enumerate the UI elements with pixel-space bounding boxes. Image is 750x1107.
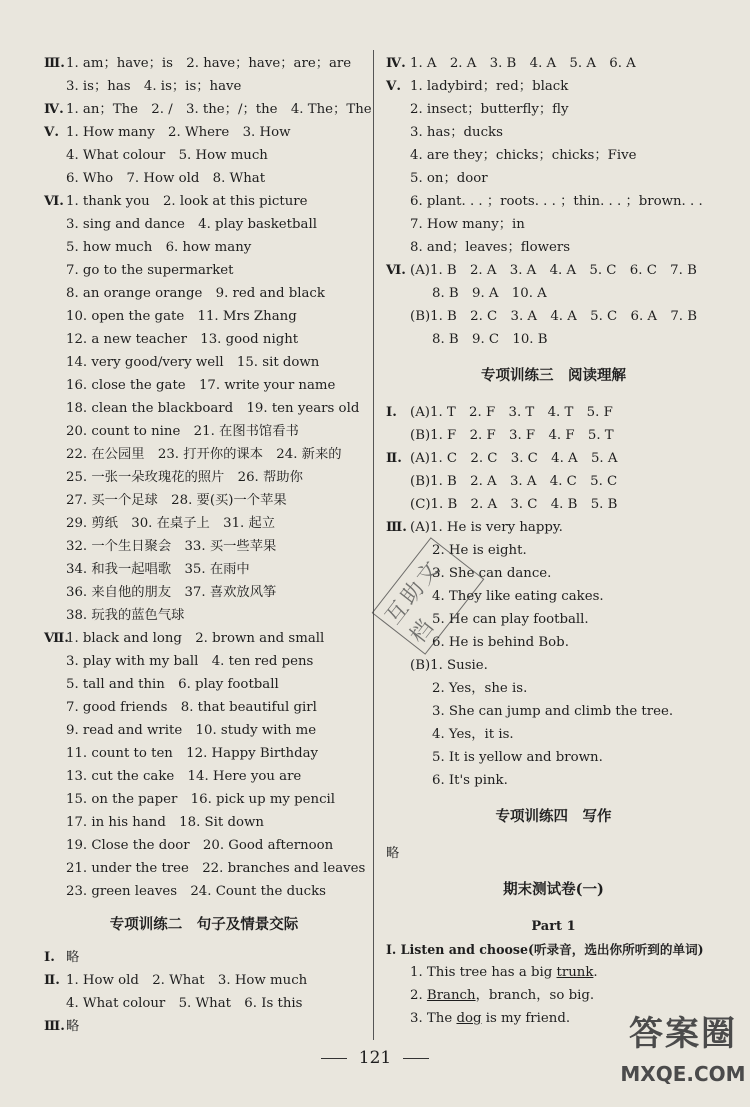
answer-text: 略 (66, 950, 80, 965)
answer-list-left-tail (44, 946, 364, 1038)
answer-text: 13. cut the cake 14. Here you are (66, 769, 302, 784)
answer-text: 6. It's pink. (432, 773, 508, 788)
answer-text: 3. is；has 4. is；is；have (66, 79, 242, 94)
answer-text: 3. She can dance. (432, 566, 552, 581)
answer-text: 15. on the paper 16. pick up my pencil (66, 792, 336, 807)
answer-text: 10. open the gate 11. Mrs Zhang (66, 309, 297, 324)
answer-line (44, 420, 364, 443)
answer-text: 5. He can play football. (432, 612, 589, 627)
answer-text: 8. B 9. A 10. A (432, 286, 547, 301)
answer-line (44, 992, 364, 1015)
answer-line (386, 470, 721, 493)
answer-line (44, 121, 364, 144)
answer-line (44, 489, 364, 512)
answer-list-right-top (386, 52, 721, 351)
answer-line (44, 374, 364, 397)
answer-line (386, 121, 721, 144)
answer-line (44, 857, 364, 880)
answer-line (386, 401, 721, 424)
answer-text: 2. Yes，she is. (432, 681, 528, 696)
answer-line (386, 236, 721, 259)
answer-text: 7. How many；in (410, 217, 525, 232)
part-label: Part 1 (531, 919, 576, 934)
roman-numeral: Ⅶ. (44, 631, 69, 646)
answer-line (44, 788, 364, 811)
answer-text: 8. and；leaves；flowers (410, 240, 571, 255)
answer-line (386, 938, 721, 961)
listening-sentence-3 (410, 1007, 570, 1030)
answer-text: 6. Who 7. How old 8. What (66, 171, 266, 186)
answer-line (386, 493, 721, 516)
answer-text: 6. He is behind Bob. (432, 635, 569, 650)
section-heading-3: 专项训练三 阅读理解 (481, 367, 626, 384)
listening-sentence-1 (410, 961, 598, 984)
answer-text: 32. 一个生日聚会 33. 买一些苹果 (66, 539, 277, 554)
answer-text: 3. sing and dance 4. play basketball (66, 217, 317, 232)
answer-text: 16. close the gate 17. write your name (66, 378, 336, 393)
answer-line (44, 811, 364, 834)
answer-text: 1. How many 2. Where 3. How (66, 125, 291, 140)
answer-line (44, 305, 364, 328)
site-logo (618, 1008, 748, 1104)
roman-numeral: Ⅲ. (386, 520, 407, 535)
answer-line (44, 581, 364, 604)
answer-text: 9. read and write 10. study with me (66, 723, 317, 738)
answer-text: 36. 来自他的朋友 37. 喜欢放风筝 (66, 585, 277, 600)
answer-line (386, 259, 721, 282)
left-column (44, 52, 372, 1038)
answer-line (386, 52, 721, 75)
sentence-text: 2. (410, 988, 427, 1003)
answer-line (44, 236, 364, 259)
stamp-text: 互助文档 (372, 537, 485, 655)
answer-line (386, 328, 721, 351)
answer-text: 34. 和我一起唱歌 35. 在雨中 (66, 562, 250, 577)
answer-line (44, 259, 364, 282)
answer-line (386, 723, 721, 746)
listening-section-title: Ⅰ. Listen and choose(听录音，选出你所听到的单词) (386, 942, 704, 957)
answer-line (44, 443, 364, 466)
roman-numeral: Ⅵ. (44, 194, 64, 209)
answer-line (44, 880, 364, 903)
answer-line (386, 677, 721, 700)
answer-line (386, 213, 721, 236)
answer-line (386, 282, 721, 305)
answer-text: 8. an orange orange 9. red and black (66, 286, 325, 301)
answer-text: 38. 玩我的蓝色气球 (66, 608, 185, 623)
answer-text: 7. good friends 8. that beautiful girl (66, 700, 317, 715)
answer-line (44, 466, 364, 489)
logo-mark: 答案圈 (629, 1014, 737, 1054)
answer-line (44, 742, 364, 765)
answer-text: 4. Yes，it is. (432, 727, 514, 742)
answer-line (44, 627, 364, 650)
answer-text: 5. tall and thin 6. play football (66, 677, 279, 692)
answer-text: 23. green leaves 24. Count the ducks (66, 884, 326, 899)
answer-line (386, 98, 721, 121)
roman-numeral: Ⅰ. (44, 950, 55, 965)
sentence-text: 1. This tree has a big (410, 965, 557, 980)
answer-line (386, 769, 721, 792)
roman-numeral: Ⅳ. (44, 102, 64, 117)
answer-text: 11. count to ten 12. Happy Birthday (66, 746, 319, 761)
answer-text: 5. how much 6. how many (66, 240, 252, 255)
answer-line (44, 512, 364, 535)
sentence-text: is my friend. (481, 1011, 571, 1026)
answer-line (386, 984, 721, 1007)
section-heading-4: 专项训练四 写作 (495, 808, 612, 825)
answer-text: 25. 一张一朵玫瑰花的照片 26. 帮助你 (66, 470, 303, 485)
answer-text: 4. are they；chicks；chicks；Five (410, 148, 637, 163)
answer-line (386, 424, 721, 447)
answer-line (386, 516, 721, 539)
answer-text: 8. B 9. C 10. B (432, 332, 548, 347)
answer-text: 1. ladybird；red；black (410, 79, 569, 94)
answer-text: 1. How old 2. What 3. How much (66, 973, 308, 988)
dash-left (321, 1058, 347, 1059)
sentence-text: . (593, 965, 598, 980)
answer-text: 4. What colour 5. How much (66, 148, 268, 163)
page-number-text: 121 (358, 1048, 392, 1068)
answer-text: 7. go to the supermarket (66, 263, 234, 278)
answer-line (44, 282, 364, 305)
answer-line (44, 765, 364, 788)
answer-text: 3. has；ducks (410, 125, 503, 140)
answer-line (386, 144, 721, 167)
answer-line (44, 535, 364, 558)
answer-text: (A)1. T 2. F 3. T 4. T 5. F (410, 405, 613, 420)
answer-text: (B)1. B 2. C 3. A 4. A 5. C 6. A 7. B (410, 309, 698, 324)
answer-line (386, 305, 721, 328)
roman-numeral: Ⅱ. (44, 973, 60, 988)
answer-line (386, 447, 721, 470)
answer-line (44, 351, 364, 374)
answer-line (386, 746, 721, 769)
answer-line (44, 650, 364, 673)
underlined-word: trunk (556, 965, 594, 980)
roman-numeral: Ⅴ. (386, 79, 401, 94)
answer-text: 1. black and long 2. brown and small (66, 631, 325, 646)
answer-text: 19. Close the door 20. Good afternoon (66, 838, 334, 853)
answer-line (44, 946, 364, 969)
answer-text: 1. am；have；is 2. have；have；are；are (66, 56, 352, 71)
answer-text: 22. 在公园里 23. 打开你的课本 24. 新来的 (66, 447, 342, 462)
underlined-word: Branch (426, 988, 476, 1003)
answer-line (44, 98, 372, 121)
answer-text: 17. in his hand 18. Sit down (66, 815, 264, 830)
answer-text: 18. clean the blackboard 19. ten years old (66, 401, 360, 416)
answer-text: 2. He is eight. (432, 543, 527, 558)
roman-numeral: Ⅲ. (44, 1019, 65, 1034)
answer-text: 6. plant. . . ；roots. . . ；thin. . . ；brown. . . (410, 194, 703, 209)
answer-text: (A)1. He is very happy. (410, 520, 563, 535)
exam-title: 期末测试卷(一) (503, 881, 604, 898)
roman-numeral: Ⅲ. (44, 56, 65, 71)
answer-text: 1. A 2. A 3. B 4. A 5. A 6. A (410, 56, 636, 71)
answer-text: 1. an；The 2. / 3. the；/；the 4. The；The (66, 102, 372, 117)
answer-text: 14. very good/very well 15. sit down (66, 355, 320, 370)
answer-line (386, 190, 721, 213)
writing-skip-text: 略 (386, 846, 400, 861)
sentence-text: ，branch，so big. (475, 988, 595, 1003)
answer-line (386, 961, 721, 984)
roman-numeral: Ⅳ. (386, 56, 406, 71)
answer-text: (B)1. F 2. F 3. F 4. F 5. T (410, 428, 614, 443)
answer-text: 20. count to nine 21. 在图书馆看书 (66, 424, 299, 439)
roman-numeral: Ⅵ. (386, 263, 406, 278)
answer-line (44, 604, 364, 627)
logo-url: MXQE.COM (620, 1062, 746, 1086)
roman-numeral: Ⅴ. (44, 125, 59, 140)
answer-line (44, 167, 364, 190)
answer-text: 27. 买一个足球 28. 要(买)一个苹果 (66, 493, 287, 508)
listening-sentence-2 (410, 984, 594, 1007)
answer-text: 5. on；door (410, 171, 488, 186)
answer-text: 12. a new teacher 13. good night (66, 332, 299, 347)
roman-numeral: Ⅰ. (386, 405, 397, 420)
answer-line (44, 52, 364, 75)
roman-numeral: Ⅱ. (386, 451, 402, 466)
answer-text: (B)1. Susie. (410, 658, 488, 673)
answer-line (44, 213, 364, 236)
answer-line (44, 696, 364, 719)
answer-line (44, 190, 364, 213)
answer-list-left (44, 52, 372, 903)
dash-right (403, 1058, 429, 1059)
column-divider (373, 50, 374, 1040)
answer-text: 21. under the tree 22. branches and leaves (66, 861, 366, 876)
answer-line (386, 842, 721, 865)
answer-line (44, 673, 364, 696)
underlined-word: dog (456, 1011, 482, 1026)
answer-line (386, 167, 721, 190)
answer-text: (A)1. C 2. C 3. C 4. A 5. A (410, 451, 618, 466)
answer-text: 略 (66, 1019, 80, 1034)
answer-text: 3. She can jump and climb the tree. (432, 704, 674, 719)
answer-text: (B)1. B 2. A 3. A 4. C 5. C (410, 474, 618, 489)
answer-line (44, 834, 364, 857)
answer-text: 29. 剪纸 30. 在桌子上 31. 起立 (66, 516, 276, 531)
answer-text: 3. play with my ball 4. ten red pens (66, 654, 314, 669)
answer-text: (A)1. B 2. A 3. A 4. A 5. C 6. C 7. B (410, 263, 697, 278)
section-heading-2: 专项训练二 句子及情景交际 (109, 916, 299, 933)
answer-line (44, 1015, 364, 1038)
sentence-text: 3. The (410, 1011, 457, 1026)
answer-text: 5. It is yellow and brown. (432, 750, 603, 765)
answer-line (44, 144, 364, 167)
answer-line (44, 969, 364, 992)
answer-text: 2. insect；butterfly；fly (410, 102, 569, 117)
answer-line (44, 75, 364, 98)
answer-text: 4. They like eating cakes. (432, 589, 604, 604)
answer-line (386, 700, 721, 723)
answer-line (44, 719, 364, 742)
answer-text: 4. What colour 5. What 6. Is this (66, 996, 303, 1011)
answer-line (386, 75, 721, 98)
answer-text: 1. thank you 2. look at this picture (66, 194, 308, 209)
answer-line (44, 558, 364, 581)
answer-line (44, 397, 364, 420)
answer-line (44, 328, 364, 351)
answer-text: (C)1. B 2. A 3. C 4. B 5. B (410, 497, 618, 512)
